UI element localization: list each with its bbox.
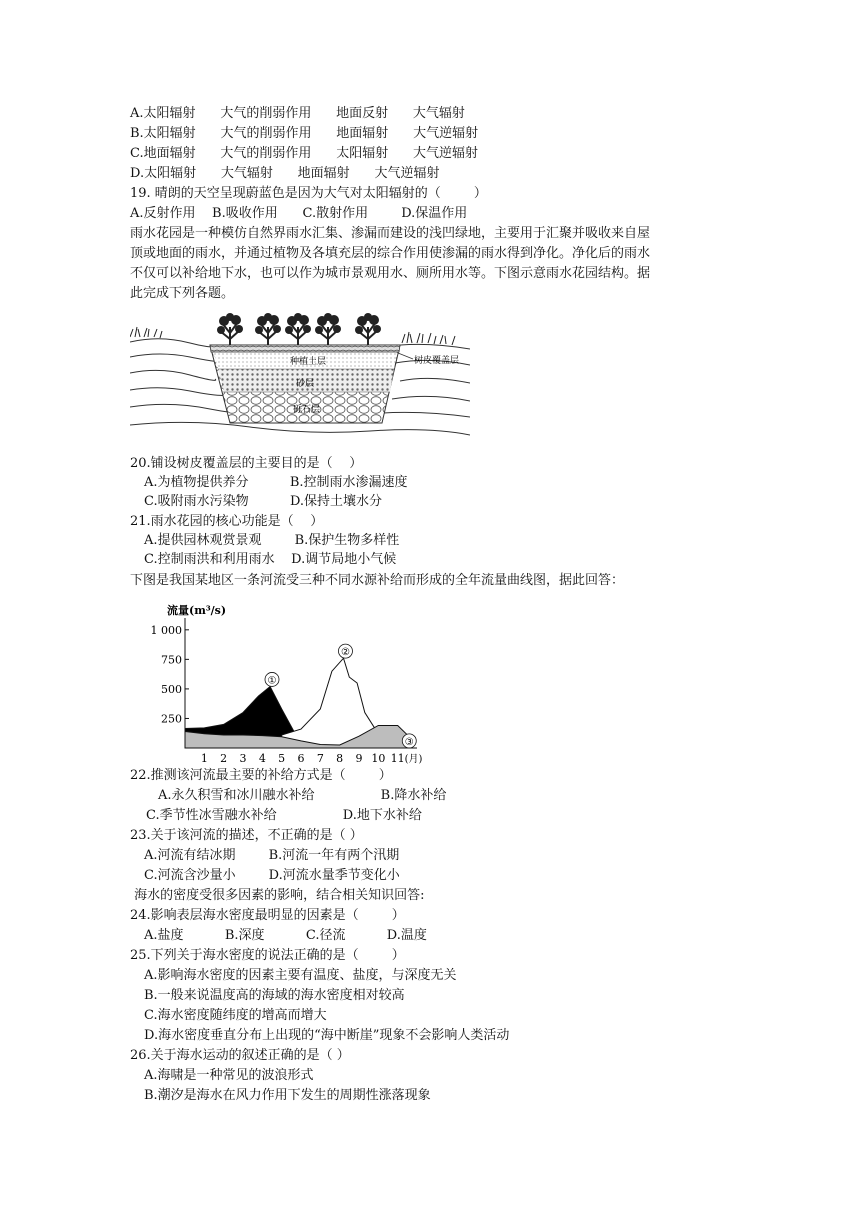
q25-option-b: B.一般来说温度高的海域的海水密度相对较高 (144, 988, 405, 1003)
q18-option-c: C.地面辐射 大气的削弱作用 太阳辐射 大气逆辐射 (130, 146, 478, 161)
q19-stem: 19. 晴朗的天空呈现蔚蓝色是因为大气对太阳辐射的（ ） (130, 186, 487, 201)
y-tick-label: 750 (161, 653, 182, 667)
y-tick-label: 500 (161, 682, 182, 696)
planting-soil-label: 种植土层 (290, 357, 327, 367)
q18-option-d: D.太阳辐射 大气辐射 地面辐射 大气逆辐射 (130, 166, 440, 181)
q26-option-b: B.潮汐是海水在风力作用下发生的周期性涨落现象 (144, 1088, 431, 1103)
q21-options-1: A.提供园林观赏景观 B.保护生物多样性 (144, 533, 400, 548)
q23-stem: 23.关于该河流的描述，不正确的是（ ） (130, 828, 363, 843)
x-tick-label: 9 (355, 752, 363, 765)
x-tick-label: 4 (258, 752, 266, 765)
q26-stem: 26.关于海水运动的叙述正确的是（ ） (130, 1048, 350, 1063)
q18-option-a: A.太阳辐射 大气的削弱作用 地面反射 大气辐射 (130, 106, 465, 121)
series-label-1: ① (267, 675, 277, 687)
passage-line-2: 顶或地面的雨水，并通过植物及各填充层的综合作用使渗漏的雨水得到净化。净化后的雨水 (130, 246, 651, 261)
q23-options-2: C.河流含沙量小 D.河流水量季节变化小 (144, 868, 400, 883)
q18-option-b: B.太阳辐射 大气的削弱作用 地面辐射 大气逆辐射 (130, 126, 479, 141)
x-tick-label: 7 (316, 752, 324, 765)
q22-options-2: C.季节性冰雪融水补给 D.地下水补给 (146, 808, 422, 823)
q25-option-a: A.影响海水密度的因素主要有温度、盐度，与深度无关 (144, 968, 457, 983)
seawater-intro: 海水的密度受很多因素的影响，结合相关知识回答: (130, 888, 425, 903)
chart-xlabel: (月) (404, 754, 423, 765)
q20-options-2: C.吸附雨水污染物 D.保持土壤水分 (144, 494, 383, 509)
q24-options: A.盐度 B.深度 C.径流 D.温度 (144, 928, 427, 943)
q24-stem: 24.影响表层海水密度最明显的因素是（ ） (130, 908, 405, 923)
x-tick-label: 10 (371, 752, 386, 765)
river-flow-chart (145, 600, 440, 768)
q22-options-1: A.永久积雪和冰川融水补给 B.降水补给 (158, 788, 447, 803)
x-tick-label: 3 (239, 752, 247, 765)
y-tick-label: 250 (161, 712, 182, 726)
q25-option-c: C.海水密度随纬度的增高而增大 (144, 1008, 327, 1023)
sand-label: 砂层 (296, 379, 315, 389)
passage-line-1: 雨水花园是一种模仿自然界雨水汇集、渗漏而建设的浅凹绿地，主要用于汇聚并吸收来自屋 (130, 226, 651, 241)
chart-ylabel: 流量(m³/s) (167, 604, 227, 617)
q21-options-2: C.控制雨洪和利用雨水 D.调节局地小气候 (144, 552, 397, 567)
x-tick-label: 1 (200, 752, 208, 765)
q25-stem: 25.下列关于海水密度的说法正确的是（ ） (130, 948, 405, 963)
gravel-label: 砾石层 (293, 405, 321, 415)
series-label-3: ③ (404, 736, 414, 748)
x-tick-label: 6 (297, 752, 305, 765)
q20-stem: 20.铺设树皮覆盖层的主要目的是（ ） (130, 456, 363, 471)
q19-options: A.反射作用 B.吸收作用 C.散射作用 D.保温作用 (130, 206, 468, 221)
plants (217, 313, 381, 345)
passage-line-3: 不仅可以补给地下水，也可以作为城市景观用水、厕所用水等。下图示意雨水花园结构。据 (130, 266, 651, 281)
series-label-2: ② (340, 647, 350, 659)
q23-options-1: A.河流有结冰期 B.河流一年有两个汛期 (144, 848, 400, 863)
bark-layer-label: 树皮覆盖层 (414, 356, 460, 366)
q26-option-a: A.海啸是一种常见的波浪形式 (144, 1068, 314, 1083)
q20-options-1: A.为植物提供养分 B.控制雨水渗漏速度 (144, 475, 408, 490)
y-tick-label: 1 000 (150, 623, 182, 637)
x-tick-label: 8 (336, 752, 344, 765)
q25-option-d: D.海水密度垂直分布上出现的“海中断崖”现象不会影响人类活动 (144, 1028, 510, 1043)
x-tick-label: 5 (278, 752, 286, 765)
rain-garden-diagram (130, 297, 470, 449)
q22-stem: 22.推测该河流最主要的补给方式是（ ） (130, 768, 392, 783)
q21-stem: 21.雨水花园的核心功能是（ ） (130, 514, 324, 529)
passage-line-4: 此完成下列各题。 (130, 286, 235, 301)
bark-layer (210, 345, 400, 352)
x-tick-label: 11 (390, 752, 405, 765)
river-intro: 下图是我国某地区一条河流受三种不同水源补给而形成的全年流量曲线图，据此回答： (130, 573, 625, 588)
x-tick-label: 2 (220, 752, 228, 765)
